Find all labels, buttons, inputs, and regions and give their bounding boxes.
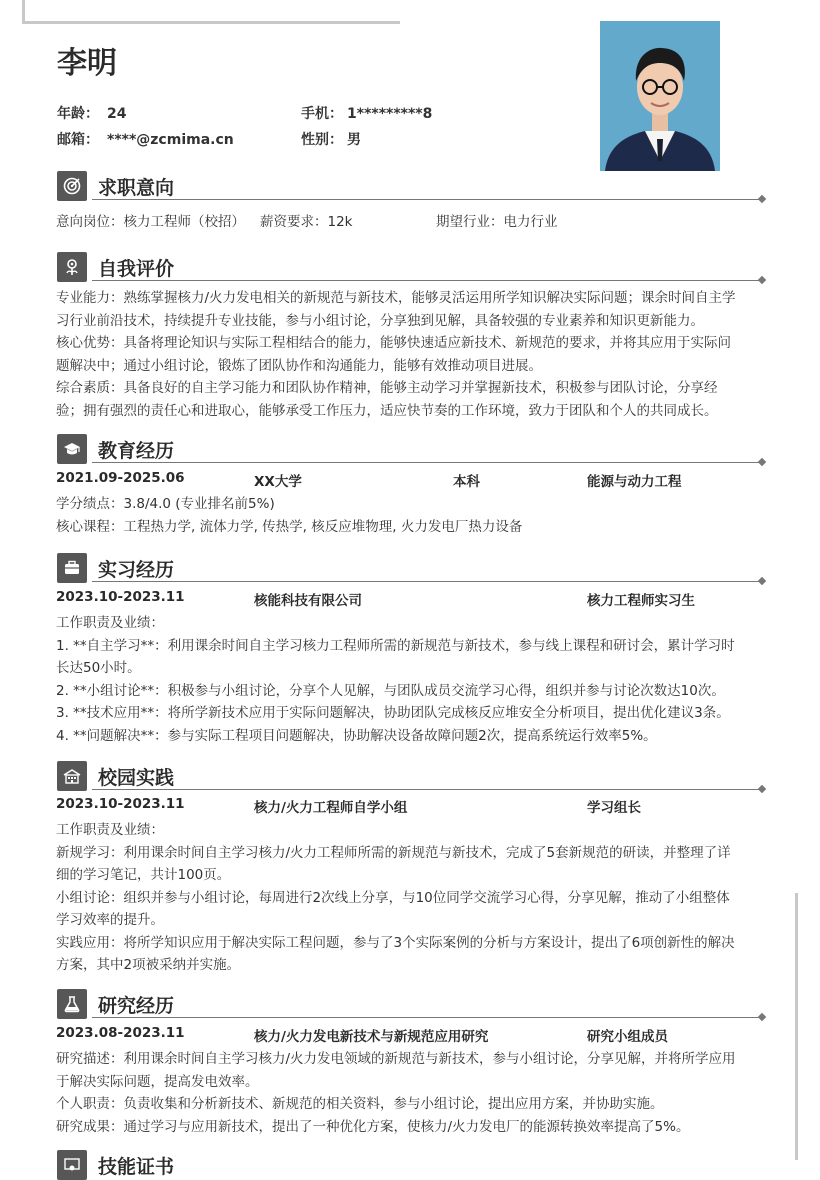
email-field	[57, 129, 234, 149]
self-eval-line: 验；拥有强烈的责任心和进取心，能够承受工作压力，适应快节奏的工作环境，致力于团队和个人的共同成长。	[56, 402, 718, 419]
section-header-internship	[57, 553, 765, 583]
internship-summary-row	[56, 589, 768, 611]
section-header-self-eval	[57, 252, 765, 282]
internship-line: 工作职责及业绩：	[56, 615, 164, 631]
research-body	[56, 1048, 768, 1138]
email-value: ****@zcmima.cn	[107, 132, 234, 148]
age-value: 24	[107, 106, 127, 122]
campus-line: 学习效率的提升。	[56, 912, 164, 928]
gender-value: 男	[347, 132, 361, 148]
section-title: 教育经历	[98, 440, 175, 462]
campus-role: 学习组长	[587, 800, 641, 816]
flask-icon	[57, 989, 87, 1019]
section-divider	[92, 199, 760, 200]
section-title: 实习经历	[98, 559, 175, 581]
section-divider	[92, 462, 760, 463]
self-eval-line: 习行业前沿技术，持续提升专业技能，参与小组讨论，分享独到见解，具备较强的专业素养和知识更新能力。	[56, 312, 704, 329]
intent-salary: 薪资要求：12k	[260, 214, 353, 230]
graduation-cap-icon	[57, 434, 87, 464]
internship-date: 2023.10-2023.11	[56, 589, 185, 605]
campus-line: 细的学习笔记，共计100页。	[56, 867, 231, 883]
divider-diamond	[758, 1013, 766, 1021]
section-header-campus	[57, 761, 765, 791]
campus-line: 实践应用：将所学知识应用于解决实际工程问题，参与了3个实际案例的分析与方案设计，提出了6项创新性的解决	[56, 934, 735, 951]
decorative-horizontal-bar	[22, 21, 400, 24]
intent-position: 意向岗位：核力工程师（校招）	[56, 214, 245, 230]
education-date: 2021.09-2025.06	[56, 470, 185, 486]
portrait-illustration	[600, 21, 720, 171]
divider-diamond	[758, 577, 766, 585]
age-label: 年龄：	[57, 106, 99, 122]
education-body	[56, 493, 768, 538]
education-summary-row	[56, 470, 768, 492]
section-header-education	[57, 434, 765, 464]
education-degree: 本科	[453, 474, 480, 490]
decorative-right-bar	[795, 893, 798, 1160]
age-field	[57, 103, 126, 123]
section-header-research	[57, 989, 765, 1019]
divider-diamond	[758, 195, 766, 203]
section-divider	[92, 280, 760, 281]
section-divider	[92, 581, 760, 582]
decorative-vertical-bar	[22, 0, 25, 22]
divider-diamond	[758, 458, 766, 466]
section-title: 校园实践	[98, 767, 175, 789]
self-eval-line: 专业能力：熟练掌握核力/火力发电相关的新规范与新技术，能够灵活运用所学知识解决实际问题；课余时间自主学	[56, 290, 736, 306]
internship-line: 1. **自主学习**：利用课余时间自主学习核力工程师所需的新规范与新技术，参与线上课程和研讨会，累计学习时	[56, 637, 735, 654]
internship-role: 核力工程师实习生	[587, 593, 695, 609]
research-role: 研究小组成员	[587, 1029, 668, 1045]
section-divider	[92, 789, 760, 790]
section-title: 技能证书	[98, 1156, 175, 1178]
intent-details	[56, 211, 768, 233]
self-eval-line: 题解决中；通过小组讨论，锻炼了团队协作和沟通能力，能够有效推动项目进展。	[56, 357, 542, 374]
campus-summary-row	[56, 796, 768, 818]
campus-line: 新规学习：利用课余时间自主学习核力/火力工程师所需的新规范与新技术，完成了5套新规范的研读，并整理了详	[56, 844, 731, 861]
briefcase-icon	[57, 553, 87, 583]
research-date: 2023.08-2023.11	[56, 1025, 185, 1041]
section-title: 求职意向	[98, 177, 175, 199]
section-title: 自我评价	[98, 258, 175, 280]
flower-icon	[57, 252, 87, 282]
phone-label: 手机：	[301, 106, 343, 122]
section-divider	[92, 1017, 760, 1018]
campus-line: 工作职责及业绩：	[56, 822, 164, 838]
research-project: 核力/火力发电新技术与新规范应用研究	[254, 1029, 489, 1045]
self-eval-line: 综合素质：具备良好的自主学习能力和团队协作精神，能够主动学习并掌握新技术，积极参与团队讨论，分享经	[56, 380, 718, 396]
section-header-skills	[57, 1150, 765, 1180]
campus-body	[56, 819, 768, 977]
divider-diamond	[758, 785, 766, 793]
education-major: 能源与动力工程	[587, 474, 682, 490]
candidate-name: 李明	[57, 46, 117, 81]
education-school: XX大学	[254, 474, 302, 490]
campus-line: 方案，其中2项被采纳并实施。	[56, 957, 241, 973]
research-line: 研究成果：通过学习与应用新技术，提出了一种优化方案，使核力/火力发电厂的能源转换效率提高了5%。	[56, 1118, 690, 1135]
divider-diamond	[758, 276, 766, 284]
internship-company: 核能科技有限公司	[254, 593, 362, 609]
internship-line: 4. **问题解决**：参与实际工程项目问题解决，协助解决设备故障问题2次，提高系统运行效率5%。	[56, 727, 657, 744]
profile-photo	[600, 21, 720, 171]
certificate-icon	[57, 1150, 87, 1180]
building-icon	[57, 761, 87, 791]
education-line: 学分绩点：3.8/4.0 (专业排名前5%)	[56, 496, 275, 512]
campus-date: 2023.10-2023.11	[56, 796, 185, 812]
phone-value: 1*********8	[347, 106, 433, 122]
research-summary-row	[56, 1025, 768, 1047]
target-icon	[57, 171, 87, 201]
section-header-intent	[57, 171, 765, 201]
internship-body	[56, 612, 768, 747]
self-eval-line: 核心优势：具备将理论知识与实际工程相结合的能力，能够快速适应新技术、新规范的要求，并将其应用于实际问	[56, 335, 731, 351]
section-title: 研究经历	[98, 995, 175, 1017]
research-line: 于解决实际问题，提高发电效率。	[56, 1073, 259, 1090]
phone-field	[301, 103, 432, 123]
education-line: 核心课程：工程热力学, 流体力学, 传热学, 核反应堆物理, 火力发电厂热力设备	[56, 518, 523, 535]
research-line: 个人职责：负责收集和分析新技术、新规范的相关资料，参与小组讨论，提出应用方案，并协助实施。	[56, 1096, 664, 1112]
campus-org: 核力/火力工程师自学小组	[254, 800, 408, 816]
gender-field	[301, 129, 361, 149]
intent-industry: 期望行业：电力行业	[436, 214, 558, 230]
email-label: 邮箱：	[57, 132, 99, 148]
campus-line: 小组讨论：组织并参与小组讨论，每周进行2次线上分享，与10位同学交流学习心得，分享见解，推动了小组整体	[56, 889, 730, 906]
self-eval-body	[56, 287, 768, 422]
gender-label: 性别：	[301, 132, 343, 148]
internship-line: 3. **技术应用**：将所学新技术应用于实际问题解决，协助团队完成核反应堆安全分析项目，提出优化建议3条。	[56, 705, 730, 721]
internship-line: 2. **小组讨论**：积极参与小组讨论，分享个人见解，与团队成员交流学习心得，组织并参与讨论次数达10次。	[56, 682, 725, 699]
internship-line: 长达50小时。	[56, 660, 141, 676]
research-line: 研究描述：利用课余时间自主学习核力/火力发电领域的新规范与新技术，参与小组讨论，分享见解，并将所学应用	[56, 1051, 736, 1067]
